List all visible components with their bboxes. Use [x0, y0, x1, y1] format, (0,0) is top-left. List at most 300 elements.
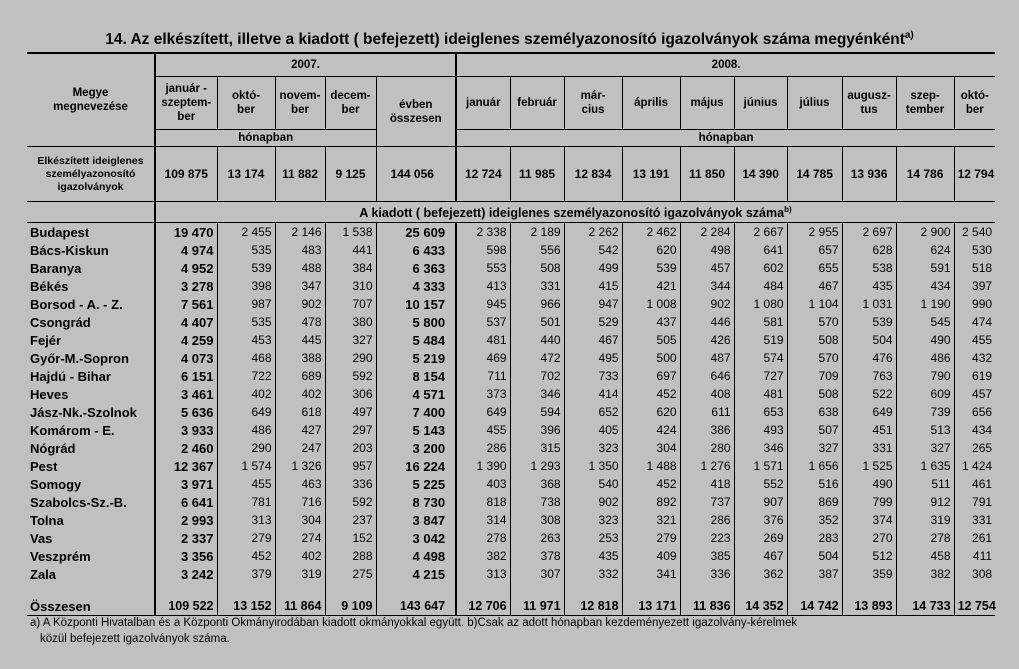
cell-value: 5 143: [376, 421, 456, 439]
header-line: személyazonosító: [45, 167, 136, 180]
cell-value: 331: [510, 277, 564, 295]
month-header: [325, 77, 376, 130]
cell-value: 2 697: [842, 223, 896, 242]
cell-value: 304: [622, 439, 680, 457]
cell-value: 415: [564, 277, 622, 295]
cell-value: 486: [896, 349, 954, 367]
month-header: [217, 77, 275, 130]
cell-value: 16 224: [376, 457, 456, 475]
cell-value: 12 754: [954, 583, 995, 616]
header-line: szeptem-: [161, 97, 212, 109]
header-line: április: [634, 97, 668, 109]
table-row: [27, 223, 995, 242]
cell-value: 315: [510, 439, 564, 457]
county-name: Zala: [30, 566, 57, 582]
made-value: 12 724: [456, 147, 510, 202]
cell-value: 288: [325, 547, 376, 565]
month-header: [456, 77, 510, 130]
cell-value: 504: [787, 547, 842, 565]
cell-value: 344: [680, 277, 734, 295]
cell-value: 8 730: [376, 493, 456, 511]
header-line: cius: [581, 104, 605, 116]
cell-value: 516: [787, 475, 842, 493]
cell-value: 9 109: [325, 583, 376, 616]
month-header: [275, 77, 325, 130]
cell-value: 493: [734, 421, 787, 439]
cell-value: 540: [564, 475, 622, 493]
table-row: [27, 331, 995, 349]
cell-value: 556: [510, 241, 564, 259]
cell-value: 487: [680, 349, 734, 367]
table-row: [27, 565, 995, 583]
cell-value: 1 104: [787, 295, 842, 313]
cell-value: 421: [622, 277, 680, 295]
cell-value: 4 333: [376, 277, 456, 295]
header-line: június: [743, 97, 778, 109]
made-value: 11 882: [275, 147, 325, 202]
cell-value: 649: [217, 403, 275, 421]
cell-value: 4 073: [155, 349, 217, 367]
cell-value: 378: [510, 547, 564, 565]
county-name: Csongrád: [30, 314, 91, 330]
cell-value: 12 818: [564, 583, 622, 616]
cell-value: 628: [842, 241, 896, 259]
month-header: [564, 77, 622, 130]
cell-value: 6 151: [155, 367, 217, 385]
cell-value: 247: [275, 439, 325, 457]
cell-value: 437: [622, 313, 680, 331]
header-line: már-: [580, 90, 606, 102]
cell-value: 332: [564, 565, 622, 583]
cell-value: 451: [842, 421, 896, 439]
cell-value: 279: [217, 529, 275, 547]
county-name: Győr-M.-Sopron: [30, 350, 129, 366]
county-name: Baranya: [30, 260, 82, 276]
cell-value: 452: [622, 385, 680, 403]
cell-value: 1 031: [842, 295, 896, 313]
table-row: [27, 259, 995, 277]
month-header: [734, 77, 787, 130]
table-row: [27, 547, 995, 565]
cell-value: 109 522: [155, 583, 217, 616]
table-row: [27, 403, 995, 421]
cell-value: 368: [510, 475, 564, 493]
cell-value: 384: [325, 259, 376, 277]
cell-value: 592: [325, 493, 376, 511]
cell-value: 1 350: [564, 457, 622, 475]
cell-value: 452: [217, 547, 275, 565]
cell-value: 602: [734, 259, 787, 277]
header-line: július: [799, 97, 830, 109]
cell-value: 2 993: [155, 511, 217, 529]
cell-value: 413: [456, 277, 510, 295]
cell-value: 414: [564, 385, 622, 403]
county-name: Tolna: [30, 512, 64, 528]
cell-value: 513: [896, 421, 954, 439]
cell-value: 458: [896, 547, 954, 565]
cell-value: 902: [564, 493, 622, 511]
cell-value: 638: [787, 403, 842, 421]
cell-value: 402: [275, 385, 325, 403]
cell-value: 1 488: [622, 457, 680, 475]
cell-value: 269: [734, 529, 787, 547]
cell-value: 518: [954, 259, 995, 277]
made-value: 109 875: [155, 147, 217, 202]
cell-value: 396: [510, 421, 564, 439]
cell-value: 535: [217, 241, 275, 259]
cell-value: 3 242: [155, 565, 217, 583]
cell-value: 352: [787, 511, 842, 529]
cell-value: 907: [734, 493, 787, 511]
cell-value: 519: [734, 331, 787, 349]
cell-value: 799: [842, 493, 896, 511]
cell-value: 323: [564, 511, 622, 529]
year-total-header: [376, 77, 456, 147]
cell-value: 341: [622, 565, 680, 583]
cell-value: 336: [325, 475, 376, 493]
cell-value: 620: [622, 403, 680, 421]
county-name: Vas: [30, 530, 53, 546]
cell-value: 11 836: [680, 583, 734, 616]
cell-value: 1 574: [217, 457, 275, 475]
county-name: Budapest: [30, 224, 90, 240]
cell-value: 957: [325, 457, 376, 475]
cell-value: 733: [564, 367, 622, 385]
cell-value: 274: [275, 529, 325, 547]
cell-value: 818: [456, 493, 510, 511]
cell-value: 290: [325, 349, 376, 367]
cell-value: 987: [217, 295, 275, 313]
cell-value: 649: [456, 403, 510, 421]
header-line: összesen: [389, 112, 442, 125]
cell-value: 265: [954, 439, 995, 457]
cell-value: 2 460: [155, 439, 217, 457]
cell-value: 2 955: [787, 223, 842, 242]
cell-value: 508: [787, 385, 842, 403]
cell-value: 307: [510, 565, 564, 583]
cell-value: 143 647: [376, 583, 456, 616]
cell-value: 347: [275, 277, 325, 295]
cell-value: 3 278: [155, 277, 217, 295]
month-header: [896, 77, 954, 130]
cell-value: 203: [325, 439, 376, 457]
cell-value: 619: [954, 367, 995, 385]
cell-value: 598: [456, 241, 510, 259]
county-name: Heves: [30, 386, 69, 402]
county-name: Békés: [30, 278, 69, 294]
cell-value: 446: [680, 313, 734, 331]
cell-value: 618: [275, 403, 325, 421]
cell-value: 469: [456, 349, 510, 367]
cell-value: 278: [456, 529, 510, 547]
header-line: októ-: [231, 90, 261, 102]
table-row: [27, 385, 995, 403]
county-name: Szabolcs-Sz.-B.: [30, 494, 127, 510]
cell-value: 545: [896, 313, 954, 331]
cell-value: 1 571: [734, 457, 787, 475]
cell-value: 481: [734, 385, 787, 403]
cell-value: 1 080: [734, 295, 787, 313]
header-line: ber: [237, 104, 255, 116]
made-value: 11 850: [680, 147, 734, 202]
cell-value: 3 042: [376, 529, 456, 547]
cell-value: 19 470: [155, 223, 217, 242]
cell-value: 327: [787, 439, 842, 457]
header-line: novem-: [279, 90, 321, 102]
cell-value: 286: [456, 439, 510, 457]
cell-value: 709: [787, 367, 842, 385]
made-value: 13 191: [622, 147, 680, 202]
month-header: [155, 77, 217, 130]
unit-label: hónapban: [155, 130, 376, 147]
cell-value: 624: [896, 241, 954, 259]
cell-value: 346: [734, 439, 787, 457]
cell-value: 501: [510, 313, 564, 331]
cell-value: 6 641: [155, 493, 217, 511]
cell-value: 594: [510, 403, 564, 421]
cell-value: 402: [275, 547, 325, 565]
cell-value: 570: [787, 349, 842, 367]
cell-value: 490: [842, 475, 896, 493]
cell-value: 508: [510, 259, 564, 277]
unit-label: hónapban: [456, 130, 995, 147]
cell-value: 279: [622, 529, 680, 547]
cell-value: 5 636: [155, 403, 217, 421]
cell-value: 902: [680, 295, 734, 313]
made-label: [27, 147, 155, 202]
cell-value: 3 971: [155, 475, 217, 493]
cell-value: 570: [787, 313, 842, 331]
cell-value: 512: [842, 547, 896, 565]
cell-value: 261: [954, 529, 995, 547]
header-line: ber: [291, 104, 309, 116]
cell-value: 5 484: [376, 331, 456, 349]
header-line: tember: [905, 104, 945, 116]
cell-value: 327: [896, 439, 954, 457]
county-header: [27, 53, 155, 147]
county-name: Jász-Nk.-Szolnok: [30, 404, 137, 420]
cell-value: 455: [456, 421, 510, 439]
footnote: a) A Központi Hivatalban és a Központi Okmányirodában kiadott okmányokkal együtt. b)Csak az adott hónapban kezdeményezett igazolvány-kérelmek közül befejezett igazolványok száma.: [30, 617, 798, 645]
cell-value: 2 338: [456, 223, 510, 242]
cell-value: 13 893: [842, 583, 896, 616]
cell-value: 314: [456, 511, 510, 529]
made-value: 9 125: [325, 147, 376, 202]
cell-value: 3 847: [376, 511, 456, 529]
cell-value: 522: [842, 385, 896, 403]
cell-value: 6 433: [376, 241, 456, 259]
cell-value: 2 900: [896, 223, 954, 242]
cell-value: 359: [842, 565, 896, 583]
cell-value: 1 293: [510, 457, 564, 475]
cell-value: 379: [217, 565, 275, 583]
cell-value: 763: [842, 367, 896, 385]
cell-value: 4 407: [155, 313, 217, 331]
cell-value: 481: [456, 331, 510, 349]
cell-value: 409: [622, 547, 680, 565]
cell-value: 374: [842, 511, 896, 529]
cell-value: 553: [456, 259, 510, 277]
cell-value: 467: [564, 331, 622, 349]
county-name: Borsod - A. - Z.: [30, 296, 123, 312]
cell-value: 1 190: [896, 295, 954, 313]
made-value: 144 056: [376, 147, 456, 202]
cell-value: 432: [954, 349, 995, 367]
cell-value: 542: [564, 241, 622, 259]
county-name: Nógrád: [30, 440, 76, 456]
cell-value: 484: [734, 277, 787, 295]
cell-value: 892: [622, 493, 680, 511]
made-value: 12 794: [954, 147, 995, 202]
cell-value: 14 733: [896, 583, 954, 616]
month-header: [680, 77, 734, 130]
cell-value: 346: [510, 385, 564, 403]
cell-value: 11 971: [510, 583, 564, 616]
cell-value: 646: [680, 367, 734, 385]
cell-value: 373: [456, 385, 510, 403]
cell-value: 535: [217, 313, 275, 331]
cell-value: 737: [680, 493, 734, 511]
made-value: 14 390: [734, 147, 787, 202]
table-row: [27, 367, 995, 385]
cell-value: 10 157: [376, 295, 456, 313]
cell-value: 1 538: [325, 223, 376, 242]
cell-value: 912: [896, 493, 954, 511]
cell-value: 511: [896, 475, 954, 493]
cell-value: 530: [954, 241, 995, 259]
table-row: [27, 493, 995, 511]
cell-value: 689: [275, 367, 325, 385]
cell-value: 223: [680, 529, 734, 547]
cell-value: 574: [734, 349, 787, 367]
cell-value: 362: [734, 565, 787, 583]
cell-value: 457: [954, 385, 995, 403]
statistics-table: [27, 52, 995, 616]
cell-value: 2 540: [954, 223, 995, 242]
cell-value: 902: [275, 295, 325, 313]
cell-value: 945: [456, 295, 510, 313]
header-line: megnevezése: [53, 101, 128, 113]
cell-value: 7 561: [155, 295, 217, 313]
cell-value: 966: [510, 295, 564, 313]
cell-value: 537: [456, 313, 510, 331]
cell-value: 711: [456, 367, 510, 385]
month-header: [842, 77, 896, 130]
header-line: Elkészített ideiglenes: [37, 154, 144, 167]
cell-value: 331: [954, 511, 995, 529]
cell-value: 385: [680, 547, 734, 565]
header-line: októ-: [960, 90, 989, 102]
cell-value: 453: [217, 331, 275, 349]
cell-value: 402: [217, 385, 275, 403]
header-line: ber: [177, 111, 196, 123]
table-row: [27, 475, 995, 493]
cell-value: 649: [842, 403, 896, 421]
cell-value: 592: [325, 367, 376, 385]
cell-value: 382: [896, 565, 954, 583]
cell-value: 697: [622, 367, 680, 385]
cell-value: 497: [325, 403, 376, 421]
cell-value: 445: [275, 331, 325, 349]
cell-value: 1 424: [954, 457, 995, 475]
year-2007-header: 2007.: [155, 53, 456, 77]
county-name: Bács-Kiskun: [30, 242, 109, 258]
cell-value: 11 864: [275, 583, 325, 616]
cell-value: 461: [954, 475, 995, 493]
cell-value: 336: [680, 565, 734, 583]
cell-value: 4 571: [376, 385, 456, 403]
cell-value: 1 276: [680, 457, 734, 475]
cell-value: 620: [622, 241, 680, 259]
cell-value: 467: [787, 277, 842, 295]
cell-value: 455: [217, 475, 275, 493]
cell-value: 319: [275, 565, 325, 583]
cell-value: 8 154: [376, 367, 456, 385]
cell-value: 310: [325, 277, 376, 295]
made-value: 14 786: [896, 147, 954, 202]
county-name: Somogy: [30, 476, 82, 492]
cell-value: 507: [787, 421, 842, 439]
cell-value: 478: [275, 313, 325, 331]
made-value: 11 985: [510, 147, 564, 202]
cell-value: 2 262: [564, 223, 622, 242]
cell-value: 591: [896, 259, 954, 277]
cell-value: 504: [842, 331, 896, 349]
cell-value: 552: [734, 475, 787, 493]
header-line: decem-: [330, 90, 371, 102]
cell-value: 609: [896, 385, 954, 403]
county-name: Komárom - E.: [30, 422, 115, 438]
cell-value: 306: [325, 385, 376, 403]
made-value: 14 785: [787, 147, 842, 202]
cell-value: 3 461: [155, 385, 217, 403]
cell-value: 2 284: [680, 223, 734, 242]
cell-value: 474: [954, 313, 995, 331]
table-row: [27, 349, 995, 367]
cell-value: 388: [275, 349, 325, 367]
cell-value: 435: [564, 547, 622, 565]
cell-value: 2 462: [622, 223, 680, 242]
cell-value: 411: [954, 547, 995, 565]
cell-value: 376: [734, 511, 787, 529]
cell-value: 331: [842, 439, 896, 457]
cell-value: 313: [456, 565, 510, 583]
cell-value: 237: [325, 511, 376, 529]
cell-value: 14 352: [734, 583, 787, 616]
cell-value: 327: [325, 331, 376, 349]
table-row: [27, 529, 995, 547]
cell-value: 581: [734, 313, 787, 331]
cell-value: 403: [456, 475, 510, 493]
made-value: 13 174: [217, 147, 275, 202]
cell-value: 2 146: [275, 223, 325, 242]
cell-value: 781: [217, 493, 275, 511]
cell-value: 418: [680, 475, 734, 493]
header-line: igazolványok: [57, 180, 124, 193]
cell-value: 6 363: [376, 259, 456, 277]
cell-value: 490: [896, 331, 954, 349]
cell-value: 641: [734, 241, 787, 259]
cell-value: 498: [680, 241, 734, 259]
cell-value: 947: [564, 295, 622, 313]
cell-value: 1 656: [787, 457, 842, 475]
month-header: [954, 77, 995, 130]
cell-value: 472: [510, 349, 564, 367]
header-line: augusz-: [847, 90, 891, 102]
cell-value: 440: [510, 331, 564, 349]
month-header: [510, 77, 564, 130]
cell-value: 508: [787, 331, 842, 349]
